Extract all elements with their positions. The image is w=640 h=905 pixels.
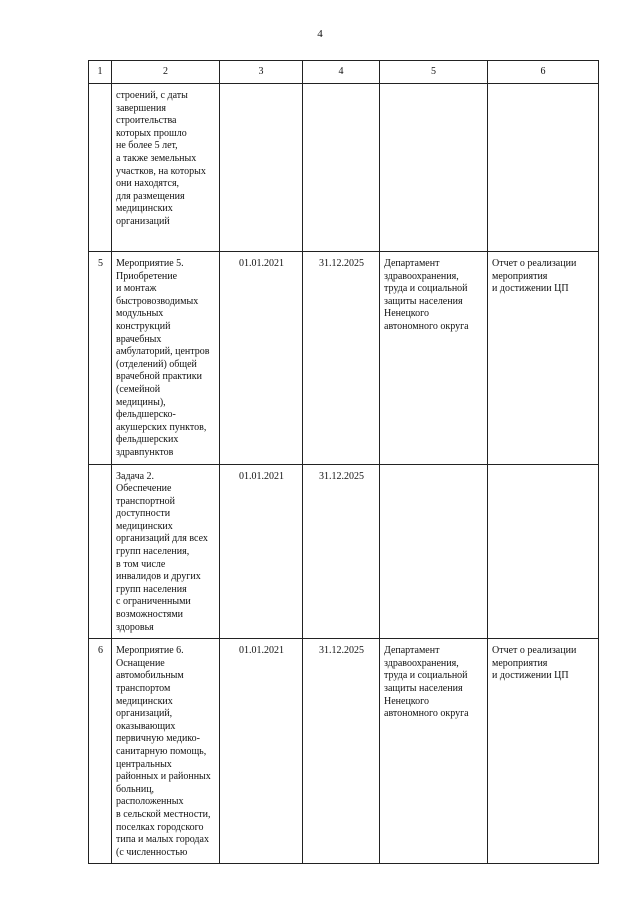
header-cell: 3 xyxy=(220,61,303,84)
header-cell: 1 xyxy=(89,61,112,84)
end-date-cell: 31.12.2025 xyxy=(303,464,380,639)
executor-cell: Департамент здравоохранения, труда и социальной защиты населения Ненецкого автономного округа xyxy=(380,252,488,465)
result-cell xyxy=(488,464,599,639)
task-name-cell: Задача 2. Обеспечение транспортной доступности медицинских организаций для всех групп населения, в том числе инвалидов и других групп населения с ограниченными возможностями здоровья xyxy=(112,464,220,639)
result-cell xyxy=(488,84,599,252)
executor-cell xyxy=(380,464,488,639)
end-date-cell xyxy=(303,84,380,252)
table-header-row xyxy=(89,61,599,84)
program-table xyxy=(88,60,599,864)
executor-cell: Департамент здравоохранения, труда и социальной защиты населения Ненецкого автономного округа xyxy=(380,639,488,864)
start-date-cell: 01.01.2021 xyxy=(220,252,303,465)
start-date-cell xyxy=(220,84,303,252)
result-cell: Отчет о реализации мероприятия и достижении ЦП xyxy=(488,639,599,864)
header-cell: 4 xyxy=(303,61,380,84)
row-number-cell xyxy=(89,84,112,252)
table-row xyxy=(89,84,599,252)
measure-name-cell: строений, с даты завершения строительства которых прошло не более 5 лет, а также земельных участков, на которых они находятся, для размещения медицинских организаций xyxy=(112,84,220,252)
start-date-cell: 01.01.2021 xyxy=(220,639,303,864)
row-number-cell: 5 xyxy=(89,252,112,465)
header-cell: 6 xyxy=(488,61,599,84)
start-date-cell: 01.01.2021 xyxy=(220,464,303,639)
end-date-cell: 31.12.2025 xyxy=(303,252,380,465)
row-number-cell: 6 xyxy=(89,639,112,864)
table-row xyxy=(89,464,599,639)
row-number-cell xyxy=(89,464,112,639)
executor-cell xyxy=(380,84,488,252)
end-date-cell: 31.12.2025 xyxy=(303,639,380,864)
result-cell: Отчет о реализации мероприятия и достижении ЦП xyxy=(488,252,599,465)
table-row xyxy=(89,639,599,864)
header-cell: 5 xyxy=(380,61,488,84)
header-cell: 2 xyxy=(112,61,220,84)
measure-name-cell: Мероприятие 6. Оснащение автомобильным транспортом медицинских организаций, оказывающих первичную медико- санитарную помощь, центральных районных и районных больниц, расположенных в сельской местности, поселках городского типа и малых городах (с численностью xyxy=(112,639,220,864)
page-number: 4 xyxy=(317,28,323,40)
measure-name-cell: Мероприятие 5. Приобретение и монтаж быстровозводимых модульных конструкций врачебных амбулаторий, центров (отделений) общей врачебной практики (семейной медицины), фельдшерско- акушерских пунктов, фельдшерских здравпунктов xyxy=(112,252,220,465)
table-row xyxy=(89,252,599,465)
